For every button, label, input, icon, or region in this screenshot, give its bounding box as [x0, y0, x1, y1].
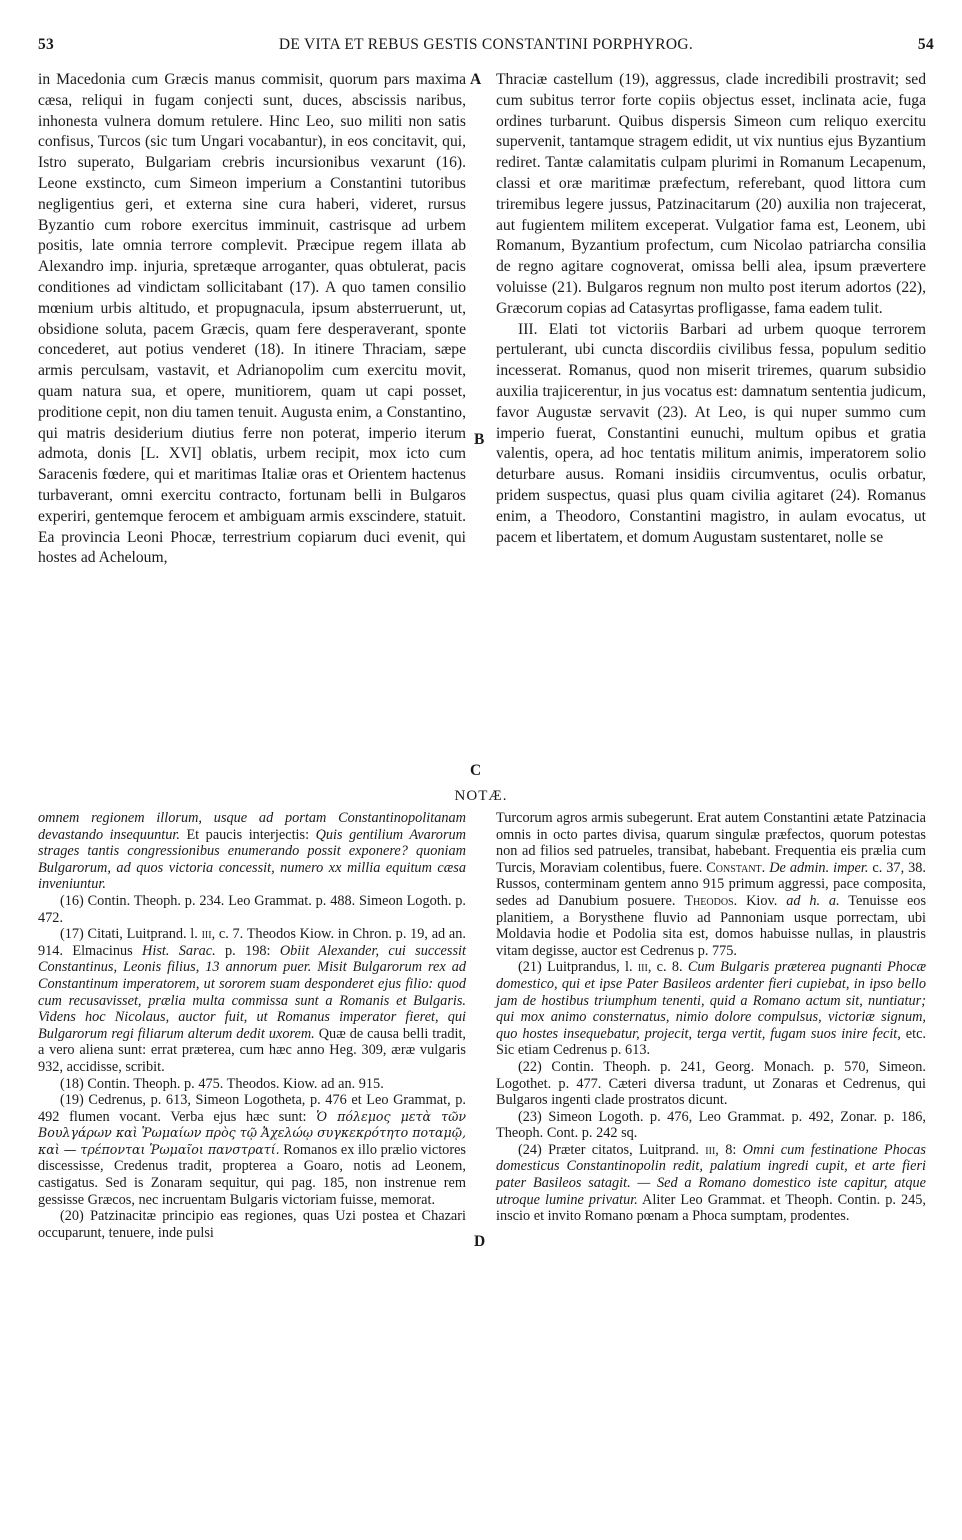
- note-22: (22) Contin. Theoph. p. 241, Georg. Monach. p. 570, Simeon. Logothet. p. 477. Cæteri diversa tradunt, ut Zonaras et Cedrenus, qui Bulgaros ingenti clade prostratos dicunt.: [496, 1058, 926, 1109]
- notes-heading: NOTÆ.: [454, 788, 508, 804]
- note-18: (18) Contin. Theoph. p. 475. Theodos. Kiow. ad an. 915.: [60, 1075, 384, 1092]
- note-19: (19) Cedrenus, p. 613, Simeon Logotheta, p. 476 et Leo Grammat, p. 492 flumen vocant. Verba ejus hæc sunt: Ὁ πόλεμος μετὰ τῶν Βουλγάρων καὶ Ῥωμαίων πρὸς τῷ Ἀχελώῳ συγκεκρότητο ποταμῷ, καὶ — τρέπονται Ῥωμαῖοι πανστρατί. Romanos ex illo prælio victores discessisse, Credenus tradit, propterea a Goaro, notis ad Leonem, castigatus. Sed is Zonaram sequitur, qui pag. 185, non instrenue rem gessisse Græcos, nec incruentam Bulgaris victoriam fuisse, memorat.: [38, 1092, 466, 1208]
- note-20: (20) Patzinacitæ principio eas regiones, quas Uzi postea et Chazari occuparunt, tenuere, inde pulsi: [38, 1208, 466, 1241]
- main-paragraph: in Macedonia cum Græcis manus commisit, quorum pars maxima cæsa, reliqui in fugam conjecti sunt, duces, abscissis naribus, inhonesta vulnera domum retulere. Hinc Leo, suo militi non satis confisus, Turcos (sic tum Ungari vocabantur), in eos concitavit, qui, Istro superato, Bulgariam crebris incursionibus vexarunt (16). Leone exstincto, cum Simeon imperium a Constantini tutoribus negligentius geri, et externa sine cura haberi, videret, rursus Byzantio cum robore exercitus imminuit, castrisque ad urbem positis, late omnia terrore complevit. Præcipue regem illata ab Alexandro imp. injuria, spretæque arroganter, quas obtulerat, pacis conditiones ad vindictam sollicitabant (17). A quo tamen consilio mœnium urbis altitudo, et propugnacula, ipsum absterruerunt, ut, obsidione soluta, pacem Græcis, quam fere desperaverant, sponte concederet, aut potius venderet (18). In itinere Thraciam, sæpe armis perculsam, vastavit, et Adrianopolim cum exercitu movit, quam natura sua, et opere, munitiorem, quam ut capi posset, proditione cepit, non diu tamen tenuit. Augusta enim, a Constantino, qui matris desiderium diutius ferre non poterat, imperio iterum admota, donis [L. XVI] oblatis, urbem recipit, mox icto cum Saracenis fœdere, qui et maritimas Italiæ oras et Orientem hactenus turbaverant, omni exercitu contracto, fortunam belli in Bulgaros experiri, gentemque ferocem et ambiguam armis exscindere, statuit. Ea provincia Leoni Phocæ, terrestrium copiarum duci evenit, qui hostes ad Acheloum,: [38, 71, 466, 567]
- note-17: (17) Citati, Luitprand. l. iii, c. 7. Theodos Kiow. in Chron. p. 19, ad an. 914. Elmacinus Hist. Sarac. p. 198: Obiit Alexander, cui successit Constantinus, Leonis filius, 13 annorum puer. Misit Bulgarorum rex ad Constantinum imperatorem, ut sororem suam desponderet ejus filio: quod cum recusavisset, prælia multa commissa sunt a Romanis et Bulgaris. Videns hoc Nicolaus, auctor fuit, ut Romanus imperator fieret, qui Bulgarorum regi filiarum alterum dedit uxorem. Quæ de causa belli tradit, a vero aliena sunt: errat præterea, cum hæc anno Heg. 309, æræ vulgaris 932, accidisse, scribit.: [38, 926, 467, 1075]
- note-continuation: omnem regionem illorum, usque ad portam Constantinopolitanam devastando insequuntur. Et paucis interjectis: Quis gentilium Avarorum strages tantis congressionibus enumerando possit exponere? quoniam Bulgarorum, ad quos victoria concessit, numero xx millia equitum cæsa inveniuntur.: [38, 810, 466, 893]
- main-text-right-column: [496, 70, 926, 548]
- margin-marker-d: D: [474, 1233, 486, 1250]
- page-number-left: 53: [38, 36, 55, 53]
- note-20-continuation: Turcorum agros armis subegerunt. Erat autem Constantini ætate Patzinacia omnis in octo partes divisa, quarum singulæ præfectos, quorum potestas non ad filios sed patrueles, transibat, habebant. Frequentia eis prælia cum Turcis, Moraviam colentibus, fuere. Constant. De admin. imper. c. 37, 38. Russos, conterminam gentem anno 915 primum aggressi, pace composita, sedes ad Danubium posuere. Theodos. Kiov. ad h. a. Tenuisse eos planitiem, a Borysthene fluvio ad Pannoniam usque porrectam, ubi Moldavia hodie et Podolia sita est, domos habuisse nullas, in plaustris vitam degisse, auctor est Cedrenus p. 775.: [496, 810, 927, 959]
- notes-right-column: [496, 810, 926, 1225]
- main-paragraph-section-iii: III. Elati tot victoriis Barbari ad urbem quoque terrorem pertulerant, ubi cuncta discordiis civilibus fessa, populum seditio incesserat. Romanus, quod non miserit triremes, quarum subsidio auxilia trajicerentur, in jus vocatus est: damnatum sententia judicum, favor Augustæ servavit (23). At Leo, is qui nuper summo cum imperio fuerat, Constantini eunuchi, multum opibus et gratia valentis, opera, ad hoc tentatis militum animis, imperatorem solio deturbare ausus. Romani insidiis circumventus, oculis orbatur, pridem suspectus, quasi plus quam civilia agitaret (24). Romanus enim, a Theodoro, Constantini magistro, in aulam evocatus, ut pacem et libertatem, et domum Augustam sustentaret, nolle se: [496, 320, 926, 546]
- note-16: (16) Contin. Theoph. p. 234. Leo Grammat. p. 488. Simeon Logoth. p. 472.: [38, 892, 466, 926]
- margin-marker-b: B: [474, 431, 485, 448]
- note-24: (24) Præter citatos, Luitprand. iii, 8: Omni cum festinatione Phocas domesticus Constantinopolin redit, palatium ingredi cupit, et arte fieri pater Basileos satagit. — Sed a Romano domestico iste capitur, atque utroque lumine privatur. Aliter Leo Grammat. et Theoph. Contin. p. 245, inscio et invito Romano pœnam a Phoca sumptam, prodentes.: [496, 1141, 927, 1225]
- running-title: DE VITA ET REBUS GESTIS CONSTANTINI PORPHYROG.: [278, 36, 694, 53]
- note-21: (21) Luitprandus, l. iii, c. 8. Cum Bulgaris præterea pugnanti Phocæ domestico, qui et ipse Pater Basileos ardenter fieri cupiebat, in ipso bello jam de hostibus triumphum tenenti, quid a Romano actum sit, nuntiatur; qui mox animo consternatus, nimio dolore compulsus, victoriæ signum, quo hostes insequebatur, projecit, terga vertit, fugam suos inire fecit, etc. Sic etiam Cedrenus p. 613.: [496, 959, 927, 1059]
- notes-left-column: [38, 810, 466, 1241]
- running-header: [38, 36, 934, 58]
- note-23: (23) Simeon Logoth. p. 476, Leo Grammat. p. 492, Zonar. p. 186, Theoph. Cont. p. 242 sq.: [496, 1108, 926, 1142]
- main-text-left-column: [38, 70, 466, 569]
- margin-marker-a: A: [470, 71, 482, 88]
- page-number-right: 54: [917, 36, 934, 53]
- main-paragraph: Thraciæ castellum (19), aggressus, clade incredibili prostravit; sed cum subitus terror forte copiis objectus esset, inclinata acie, fuga ordines turbarunt. Quibus dispersis Simeon cum reliquo exercitu supervenit, tantamque stragem edidit, ut vix nuntius ejus Byzantium rediret. Tantæ calamitatis culpam plurimi in Romanum Lecapenum, classi et oræ maritimæ præfectum, referebant, quod littora cum triremibus legere jussus, Patzinacitarum (20) auxilia non trajecerat, aut fugientem militem exceperat. Vulgatior fama est, Leonem, ubi Romanum, Byzantium profectum, cum Nicolao patriarcha consilia de regno agitare cognoverat, omissa belli alea, ipsum prævertere voluisse (21). Bulgaros regnum non multo post iterum adortos (22), Græcorum copias ad Catasyrtas profligasse, fama eadem tulit.: [496, 71, 926, 317]
- margin-marker-c: C: [470, 762, 482, 779]
